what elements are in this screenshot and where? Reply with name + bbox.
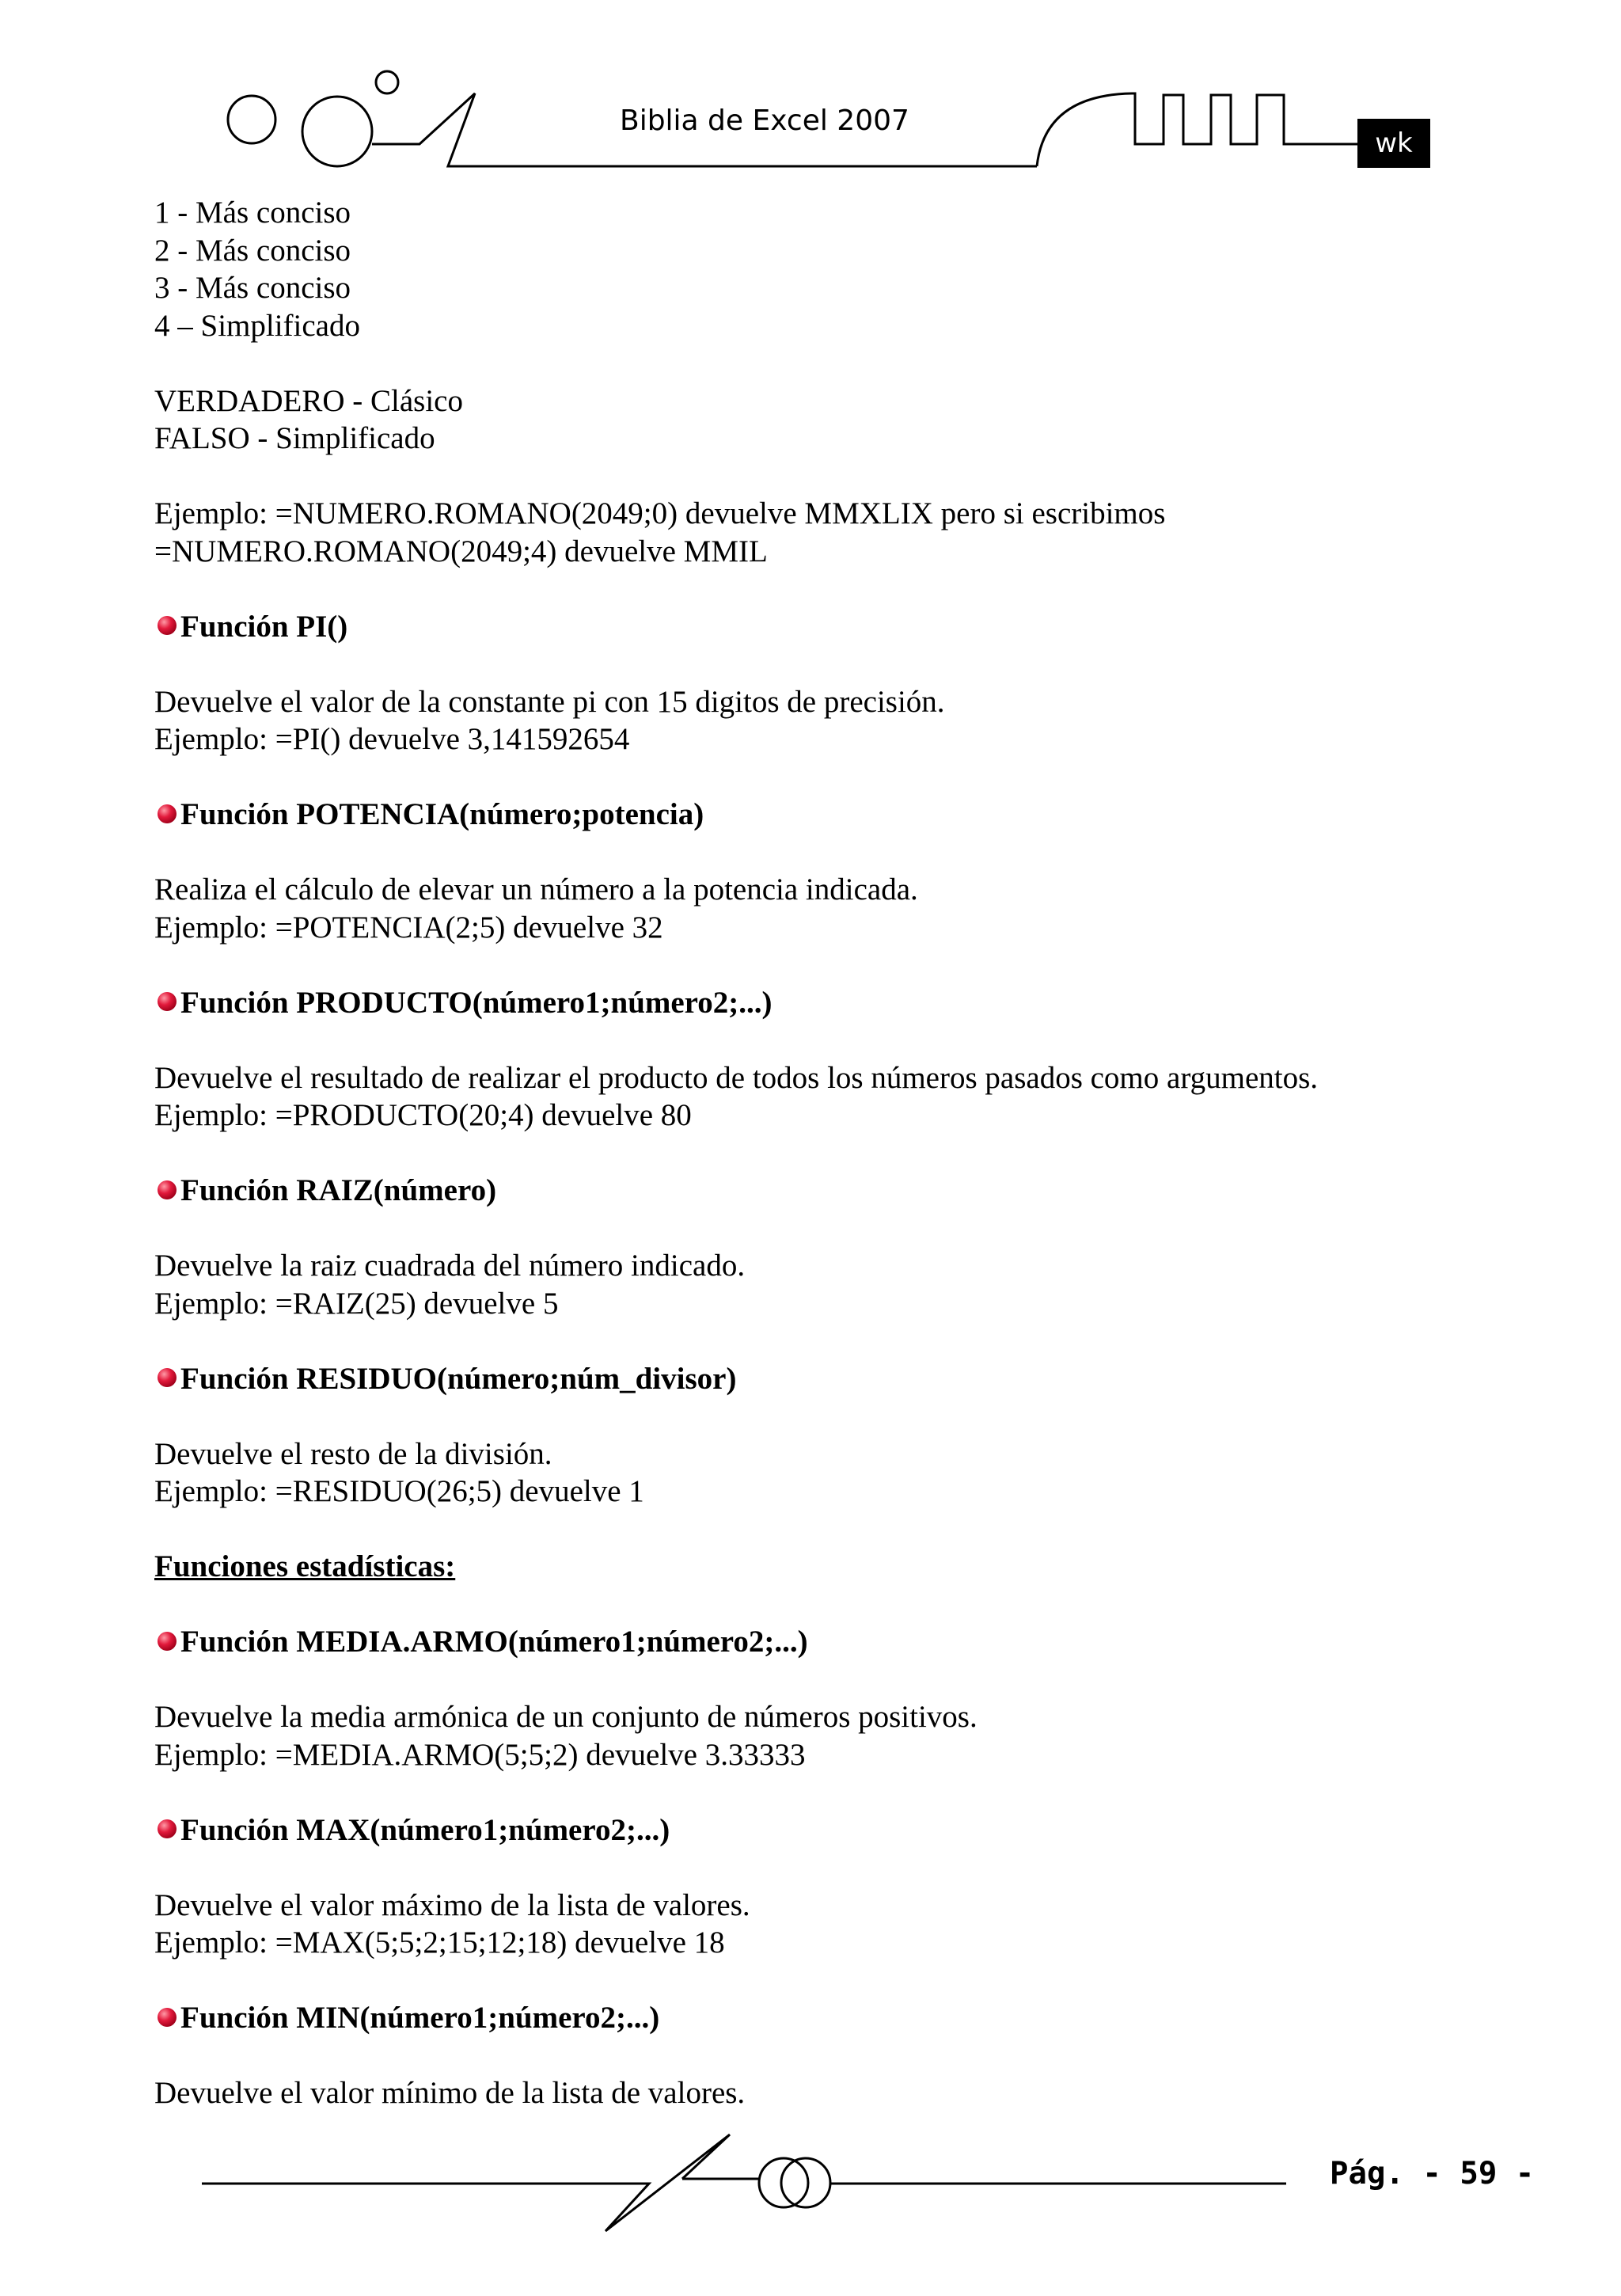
function-example: Ejemplo: =PRODUCTO(20;4) devuelve 80	[154, 1098, 692, 1132]
function-heading-raiz	[154, 1172, 1500, 1210]
header-circle-tiny-icon	[376, 71, 398, 93]
function-title: Función MIN(número1;número2;...)	[180, 2001, 660, 2035]
roman-example-line-1: Ejemplo: =NUMERO.ROMANO(2049;0) devuelve MMXLIX pero si escribimos	[154, 496, 1166, 530]
footer-circle-left-icon	[759, 2158, 808, 2207]
bullet-icon	[158, 1368, 177, 1387]
function-heading-min	[154, 1999, 1500, 2037]
function-description: Devuelve el resto de la división.	[154, 1436, 552, 1471]
function-title: Función RESIDUO(número;núm_divisor)	[180, 1361, 737, 1396]
function-description: Devuelve el resultado de realizar el producto de todos los números pasados como argumentos.	[154, 1060, 1319, 1095]
header-title: Biblia de Excel 2007	[620, 105, 909, 137]
page-number: Pág. - 59 -	[1330, 2156, 1535, 2191]
roman-example-line-2: =NUMERO.ROMANO(2049;4) devuelve MMIL	[154, 534, 768, 568]
footer-line-right	[682, 2179, 1286, 2184]
function-example: Ejemplo: =POTENCIA(2;5) devuelve 32	[154, 910, 663, 945]
header-circle-large-icon	[302, 97, 372, 166]
header-badge: wk	[1357, 119, 1430, 168]
header-circle-small-icon	[228, 96, 275, 143]
function-description: Realiza el cálculo de elevar un número a la potencia indicada.	[154, 872, 918, 907]
function-title: Función RAIZ(número)	[180, 1173, 497, 1207]
roman-form-4: 4 – Simplificado	[154, 308, 360, 343]
bullet-icon	[158, 2008, 177, 2027]
function-heading-potencia	[154, 796, 1500, 834]
function-description: Devuelve el valor mínimo de la lista de valores.	[154, 2076, 746, 2110]
bullet-icon	[158, 1180, 177, 1199]
bool-form-true: VERDADERO - Clásico	[154, 383, 463, 418]
bullet-icon	[158, 992, 177, 1011]
footer-circle-right-icon	[781, 2158, 830, 2207]
roman-form-1: 1 - Más conciso	[154, 196, 351, 230]
roman-form-3: 3 - Más conciso	[154, 271, 351, 305]
page-content	[154, 194, 1500, 2112]
function-heading-producto	[154, 984, 1500, 1022]
function-example: Ejemplo: =PI() devuelve 3,141592654	[154, 722, 630, 756]
header-decoration	[0, 0, 1621, 206]
function-heading-media-armo	[154, 1623, 1500, 1661]
bool-form-false: FALSO - Simplificado	[154, 421, 435, 455]
bullet-icon	[158, 804, 177, 823]
section-heading: Funciones estadísticas:	[154, 1549, 456, 1583]
function-title: Función MEDIA.ARMO(número1;número2;...)	[180, 1625, 808, 1659]
bullet-icon	[158, 1632, 177, 1651]
function-description: Devuelve la raiz cuadrada del número indicado.	[154, 1249, 746, 1283]
footer-line-left	[202, 2134, 730, 2231]
function-example: Ejemplo: =RAIZ(25) devuelve 5	[154, 1286, 559, 1321]
function-example: Ejemplo: =MAX(5;5;2;15;12;18) devuelve 18	[154, 1925, 725, 1960]
header-swoosh-right	[1037, 93, 1357, 166]
bullet-icon	[158, 1819, 177, 1838]
roman-form-2: 2 - Más conciso	[154, 233, 351, 268]
bullet-icon	[158, 616, 177, 635]
function-example: Ejemplo: =RESIDUO(26;5) devuelve 1	[154, 1474, 644, 1508]
function-title: Función MAX(número1;número2;...)	[180, 1812, 670, 1847]
function-heading-max	[154, 1811, 1500, 1849]
function-title: Función POTENCIA(número;potencia)	[180, 797, 704, 831]
function-description: Devuelve la media armónica de un conjunto de números positivos.	[154, 1700, 978, 1734]
function-heading-residuo	[154, 1360, 1500, 1398]
function-title: Función PRODUCTO(número1;número2;...)	[180, 985, 773, 1020]
function-title: Función PI()	[180, 609, 348, 644]
function-heading-pi	[154, 608, 1500, 646]
function-example: Ejemplo: =MEDIA.ARMO(5;5;2) devuelve 3.33333	[154, 1737, 806, 1772]
function-description: Devuelve el valor de la constante pi con 15 digitos de precisión.	[154, 684, 945, 719]
function-description: Devuelve el valor máximo de la lista de valores.	[154, 1887, 750, 1922]
